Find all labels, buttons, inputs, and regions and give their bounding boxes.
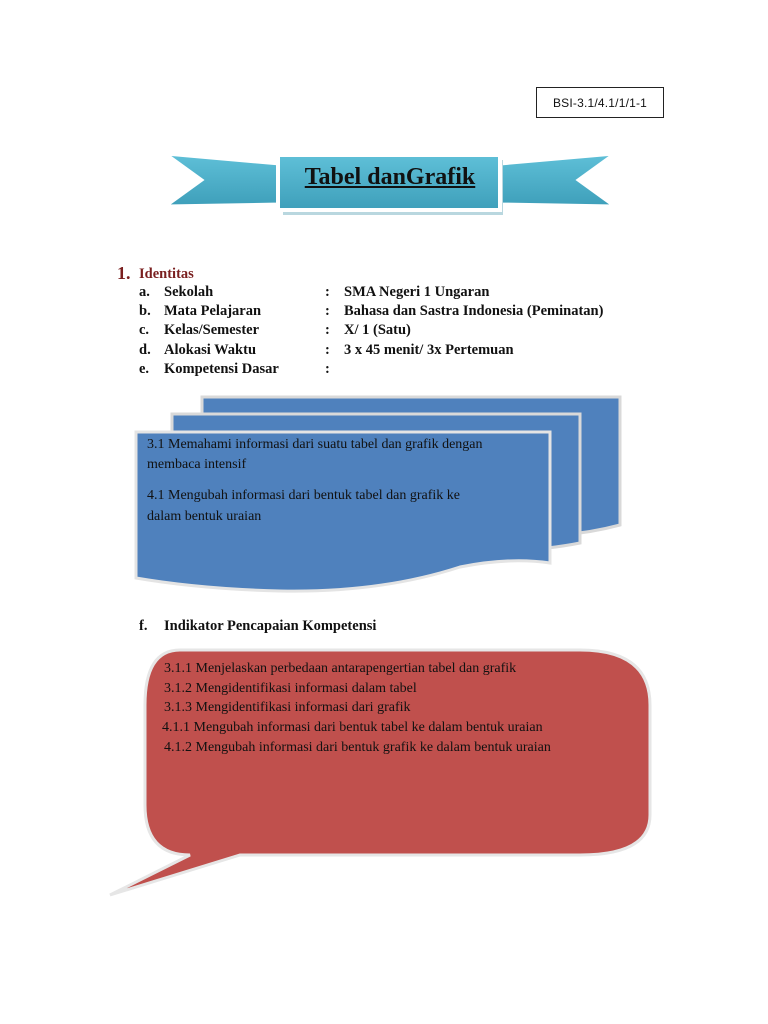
- row-label: Kelas/Semester: [164, 322, 260, 338]
- kompetensi-line: dalam bentuk uraian: [147, 509, 262, 524]
- row-label: Alokasi Waktu: [164, 342, 257, 358]
- row-letter: c.: [139, 322, 150, 338]
- row-label: Kompetensi Dasar: [164, 361, 279, 377]
- row-colon: :: [325, 342, 330, 358]
- row-letter: e.: [139, 361, 150, 377]
- row-label: Mata Pelajaran: [164, 303, 262, 319]
- kompetensi-line: 4.1 Mengubah informasi dari bentuk tabel dan grafik ke: [147, 488, 460, 503]
- row-letter: f.: [139, 618, 148, 634]
- row-colon: :: [325, 284, 330, 300]
- row-colon: :: [325, 322, 330, 338]
- title-banner: [162, 150, 618, 218]
- section-number: 1.: [117, 263, 131, 283]
- document-code-box: [536, 87, 664, 118]
- indikator-item: 4.1.2 Mengubah informasi dari bentuk grafik ke dalam bentuk uraian: [164, 740, 551, 755]
- row-letter: a.: [139, 284, 150, 300]
- row-label: Sekolah: [164, 284, 214, 300]
- document-code: BSI-3.1/4.1/1/1-1: [552, 95, 648, 110]
- row-letter: b.: [139, 303, 151, 319]
- indikator-item: 3.1.2 Mengidentifikasi informasi dalam tabel: [164, 681, 417, 696]
- indikator-item: 3.1.1 Menjelaskan perbedaan antarapengertian tabel dan grafik: [164, 661, 517, 676]
- indikator-item: 4.1.1 Mengubah informasi dari bentuk tabel ke dalam bentuk uraian: [162, 720, 543, 735]
- kompetensi-line: membaca intensif: [147, 457, 247, 472]
- row-letter: d.: [139, 342, 151, 358]
- document-title: Tabel danGrafik: [304, 164, 476, 190]
- section-title: Identitas: [139, 266, 194, 282]
- row-colon: :: [325, 361, 330, 377]
- kompetensi-line: 3.1 Memahami informasi dari suatu tabel dan grafik dengan: [147, 437, 483, 452]
- row-colon: :: [325, 303, 330, 319]
- row-value: SMA Negeri 1 Ungaran: [344, 284, 490, 300]
- row-label: Indikator Pencapaian Kompetensi: [164, 618, 377, 634]
- indikator-item: 3.1.3 Mengidentifikasi informasi dari grafik: [164, 700, 411, 715]
- row-value: 3 x 45 menit/ 3x Pertemuan: [344, 342, 514, 358]
- row-value: Bahasa dan Sastra Indonesia (Peminatan): [344, 303, 604, 319]
- row-value: X/ 1 (Satu): [344, 322, 411, 338]
